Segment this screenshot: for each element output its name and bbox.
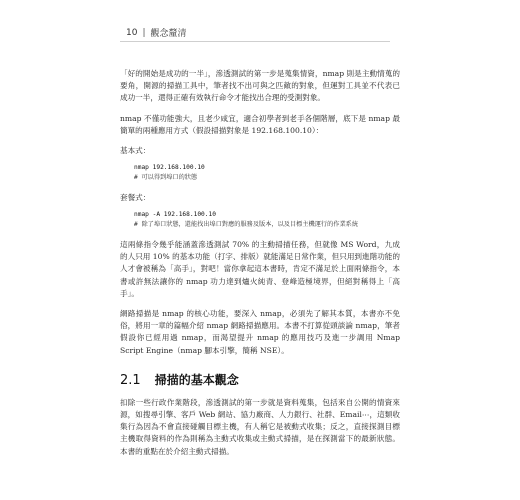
section-title: 掃描的基本觀念 xyxy=(154,372,239,387)
code-basic-comment: # 可以得到埠口的狀態 xyxy=(134,173,198,181)
code-combo-command: nmap -A 192.168.100.10 xyxy=(134,211,216,219)
header-separator: | xyxy=(142,27,146,38)
paragraph-intro: 「好的開始是成功的一半」，滲透測試的第一步是蒐集情資，nmap 則是主動情蒐的要角，開源的掃描工具中，筆者找不出可與之匹敵的對象，但運對工具並不代表已成功一半，還得正確有效執行命令才能找出合理的受測對象。 xyxy=(120,69,400,103)
code-block-combo xyxy=(134,210,400,229)
running-header xyxy=(126,26,187,39)
chapter-title: 觀念釐清 xyxy=(150,29,187,39)
header-rule xyxy=(120,41,390,42)
page-body xyxy=(120,68,400,466)
code-basic-command: nmap 192.168.100.10 xyxy=(134,164,205,172)
paragraph-expert: 這兩條指令幾乎能涵蓋滲透測試 70% 的主動掃描任務，但就像 MS Word，九成的人只用 10% 的基本功能（打字、排版）就能滿足日常作業，但只用到進階功能的人才會被稱為「高手」，對吧！當你拿起這本書時，肯定不滿足於上面兩條指令，本書或許無法讓你的 nmap 功力達到爐火純青、登峰造極境界，但絕對稱得上「高手」。 xyxy=(120,240,400,298)
label-basic: 基本式： xyxy=(120,146,151,156)
section-number: 2.1 xyxy=(120,372,141,388)
label-combo: 套餐式： xyxy=(120,193,151,203)
code-combo-comment: # 除了埠口狀態，還能找出埠口對應的服務及版本，以及目標主機運行的作業系統 xyxy=(134,220,359,228)
code-block-basic xyxy=(134,163,400,182)
page-number: 10 xyxy=(126,27,138,38)
paragraph-book-scope: 網路掃描是 nmap 的核心功能，要深入 nmap，必須先了解其本質，本書亦不免俗，將用一章的篇幅介紹 nmap 網路掃描應用。本書不打算從頭談論 nmap，筆者假設你已經用過 nmap，而渴望提升 nmap 的應用技巧及進一步調用 Nmap Script Engine（nmap 腳本引擎，簡稱 NSE）。 xyxy=(120,309,400,355)
paragraph-scanning-basics: 扣除一些行政作業階段，滲透測試的第一步就是資料蒐集，包括來自公開的情資來源，如搜尋引擎、客戶 Web 網站、協力廠商、人力銀行、社群、Email⋯，這類收集行為因為不會直接碰觸目標主機，有人稱它是被動式收集；反之，直接探測目標主機取得資料的作為則稱為主動式收集或主動式掃描，是在探測當下的最新狀態。本書的重點在於介紹主動式掃描。 xyxy=(120,397,400,456)
paragraph-nmap-usage: nmap 不僅功能強大，且老少咸宜，適合初學者到老手各個階層，底下是 nmap 最簡單的兩種應用方式（假設掃描對象是 192.168.100.10）： xyxy=(120,113,400,135)
section-heading xyxy=(120,371,400,388)
